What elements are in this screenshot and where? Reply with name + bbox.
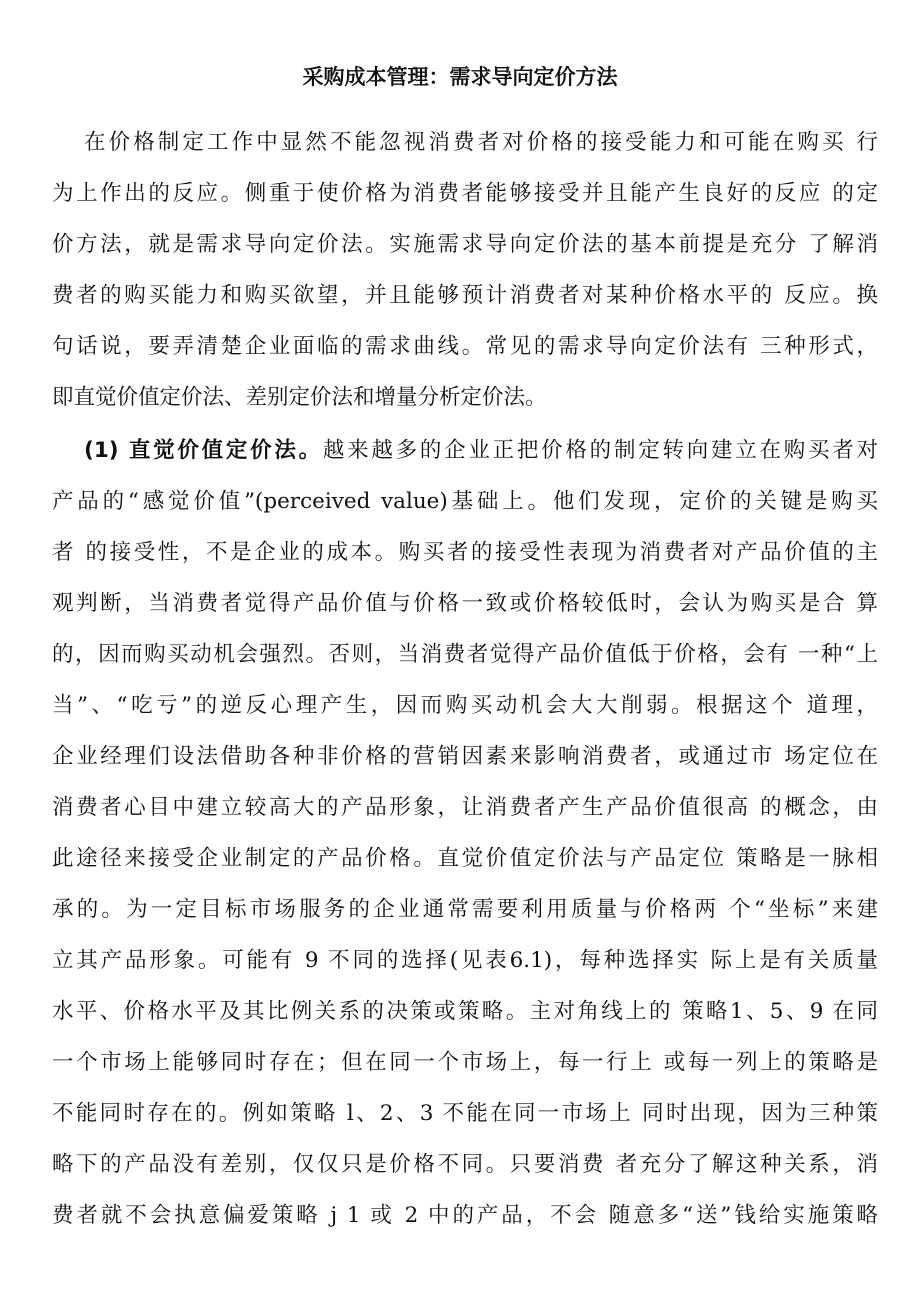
section-first-line	[84, 426, 878, 476]
paragraph-line: 产品的“感觉价值”(perceived value)基础上。他们发现，定价的关键是购买	[52, 489, 878, 514]
paragraph-line: 水平、价格水平及其比例关系的决策或策略。主对角线上的 策略1、5、9 在同	[52, 999, 878, 1024]
paragraph-line: 消费者心目中建立较高大的产品形象，让消费者产生产品价值很高 的概念，由	[52, 795, 878, 820]
document-title: 采购成本管理：需求导向定价方法	[302, 65, 618, 89]
paragraph-line: 费者的购买能力和购买欲望，并且能够预计消费者对某种价格水平的 反应。换	[52, 283, 878, 308]
paragraph-line: 不能同时存在的。例如策略 l、2、3 不能在同一市场上 同时出现，因为三种策	[52, 1101, 878, 1126]
paragraph-line: 在价格制定工作中显然不能忽视消费者对价格的接受能力和可能在购买 行	[84, 130, 878, 155]
paragraph-line: 费者就不会执意偏爱策略 j 1 或 2 中的产品，不会 随意多“送”钱给实施策略	[52, 1203, 878, 1228]
section-heading: (1) 直觉价值定价法。	[84, 438, 323, 463]
paragraph-line: 立其产品形象。可能有 9 不同的选择(见表6.1)，每种选择实 际上是有关质量	[52, 948, 878, 973]
paragraph-line: 句话说，要弄清楚企业面临的需求曲线。常见的需求导向定价法有 三种形式，	[52, 334, 878, 359]
paragraph-line: 为上作出的反应。侧重于使价格为消费者能够接受并且能产生良好的反应 的定	[52, 181, 878, 206]
paragraph-line: 当”、“吃亏”的逆反心理产生，因而购买动机会大大削弱。根据这个 道理，	[52, 693, 878, 718]
paragraph-line: 的，因而购买动机会强烈。否则，当消费者觉得产品价值低于价格，会有 一种“上	[52, 642, 878, 667]
paragraph-line: 此途径来接受企业制定的产品价格。直觉价值定价法与产品定位 策略是一脉相	[52, 846, 878, 871]
paragraph-line: 观判断，当消费者觉得产品价值与价格一致或价格较低时，会认为购买是合 算	[52, 591, 878, 616]
paragraph-line: 价方法，就是需求导向定价法。实施需求导向定价法的基本前提是充分 了解消	[52, 232, 878, 257]
paragraph-line: 者 的接受性，不是企业的成本。购买者的接受性表现为消费者对产品价值的主	[52, 540, 878, 565]
paragraph-line: 承的。为一定目标市场服务的企业通常需要利用质量与价格两 个“坐标”来建	[52, 897, 878, 922]
paragraph-line: 一个市场上能够同时存在；但在同一个市场上，每一行上 或每一列上的策略是	[52, 1050, 878, 1075]
section-text: 越来越多的企业正把价格的制定转向建立在购买者对	[322, 438, 878, 463]
paragraph-line: 企业经理们设法借助各种非价格的营销因素来影响消费者，或通过市 场定位在	[52, 744, 878, 769]
paragraph-line: 即直觉价值定价法、差别定价法和增量分析定价法。	[52, 385, 547, 410]
paragraph-line: 略下的产品没有差别，仅仅只是价格不同。只要消费 者充分了解这种关系，消	[52, 1152, 878, 1177]
